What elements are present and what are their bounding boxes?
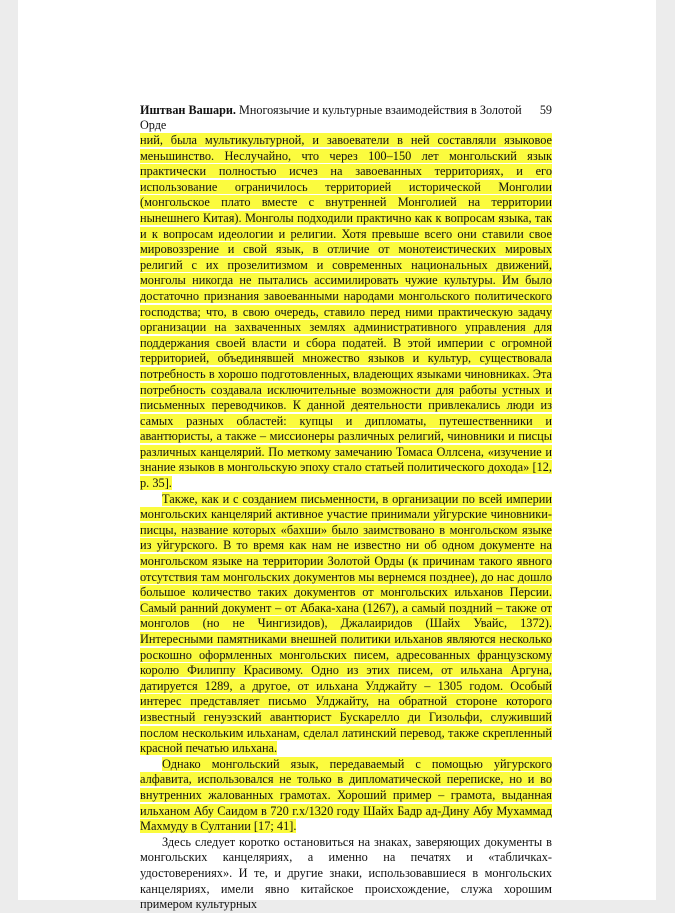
- running-header-title: [140, 103, 540, 133]
- paragraph-text: Также, как и с созданием письменности, в организации по всей империи монгольских канцелярий активное участие принимали уйгурские чиновники-писцы, название которых «бахши» было заимствовано в монгольском языке из уйгурского. В то время как нам не известно ни об одном документе на монгольском языке на территории Золотой Орды (к причинам такого явного отсутствия там монгольских документов мы вернемся позднее), до нас дошло большое количество таких документов от монгольских ильханов Персии. Самый ранний документ – от Абака-хана (1267), а самый поздний – также от монголов (но не Чингизидов), Джалаиридов (Шайх Увайс, 1372). Интересными памятниками внешней политики ильханов являются несколько роскошно оформленных монгольских писем, адресованных французскому королю Филиппу Красивому. Одно из этих писем, от ильхана Аргуна, датируется 1289, а другое, от ильхана Улджайту – 1305 годом. Особый интерес представляет письмо Улджайту, на обратной стороне которого известный генуэзский авантюрист Бускарелло ди Гизольфи, служивший послом нескольким ильханам, сделал латинский перевод, также скрепленный красной печатью ильхана.: [140, 491, 552, 756]
- paragraph-text: ний, была мультикультурной, и завоеватели в ней составляли языковое меньшинство. Неслучайно, что через 100–150 лет монгольский язык практически полностью исчез на завоеванных территориях, и его использование ограничилось территорией исторической Монголии (монгольское плато вместе с внутренней Монголией на территории нынешнего Китая). Монголы подходили практично как к вопросам языка, так и к вопросам идеологии и религии. Хотя превыше всего они ставили свое мировоззрение и свой язык, в отличие от монотеистических мировых религий с их прозелитизмом и современных национальных движений, монголы никогда не пытались ассимилировать чужие культуры. Им было достаточно признания завоеванными народами монгольского политического господства; что, в свою очередь, ставило перед ними практическую задачу организации на захваченных землях административного управления для поддержания своей власти и сбора податей. В этой империи с огромной территорией, объединявшей множество языков и культур, существовала потребность в хорошо подготовленных, владеющих языками чиновниках. Эта потребность создавала исключительные возможности для работы устных и письменных переводчиков. К данной деятельности привлекались люди из самых разных областей: купцы и дипломаты, путешественники и авантюристы, а также – миссионеры различных религий, чиновники и писцы различных канцелярий. По меткому замечанию Томаса Оллсена, «изучение и знание языков в монгольскую эпоху стало статьей политического дохода» [12, p. 35].: [140, 133, 552, 491]
- author-name: Иштван Вашари.: [140, 103, 236, 117]
- page-number: 59: [539, 103, 552, 117]
- article-body: [140, 133, 552, 913]
- paragraph: [140, 757, 552, 835]
- document-page: [18, 0, 656, 912]
- paragraph: [140, 835, 552, 913]
- article-title: Многоязычие и культурные взаимодействия в Золотой Орде: [140, 103, 522, 132]
- paragraph: [140, 133, 552, 492]
- paragraph-text: Однако монгольский язык, передаваемый с помощью уйгурского алфавита, использовался не только в дипломатической переписке, но и во внутренних жалованных грамотах. Хороший пример – грамота, выданная ильханом Абу Саидом в 720 г.х/1320 году Шайх Бадр ад-Дину Абу Мухаммад Махмуду в Султании [17; 41].: [140, 756, 552, 834]
- paragraph: [140, 492, 552, 757]
- paragraph-text: Здесь следует коротко остановиться на знаках, заверяющих документы в монгольских канцеляриях, а именно на печатях и «табличках-удостоверениях». И те, и другие знаки, использовавшиеся в монгольских канцеляриях, имели явно китайское происхождение, служа хорошим примером культурных: [140, 834, 552, 912]
- running-header: [140, 103, 552, 137]
